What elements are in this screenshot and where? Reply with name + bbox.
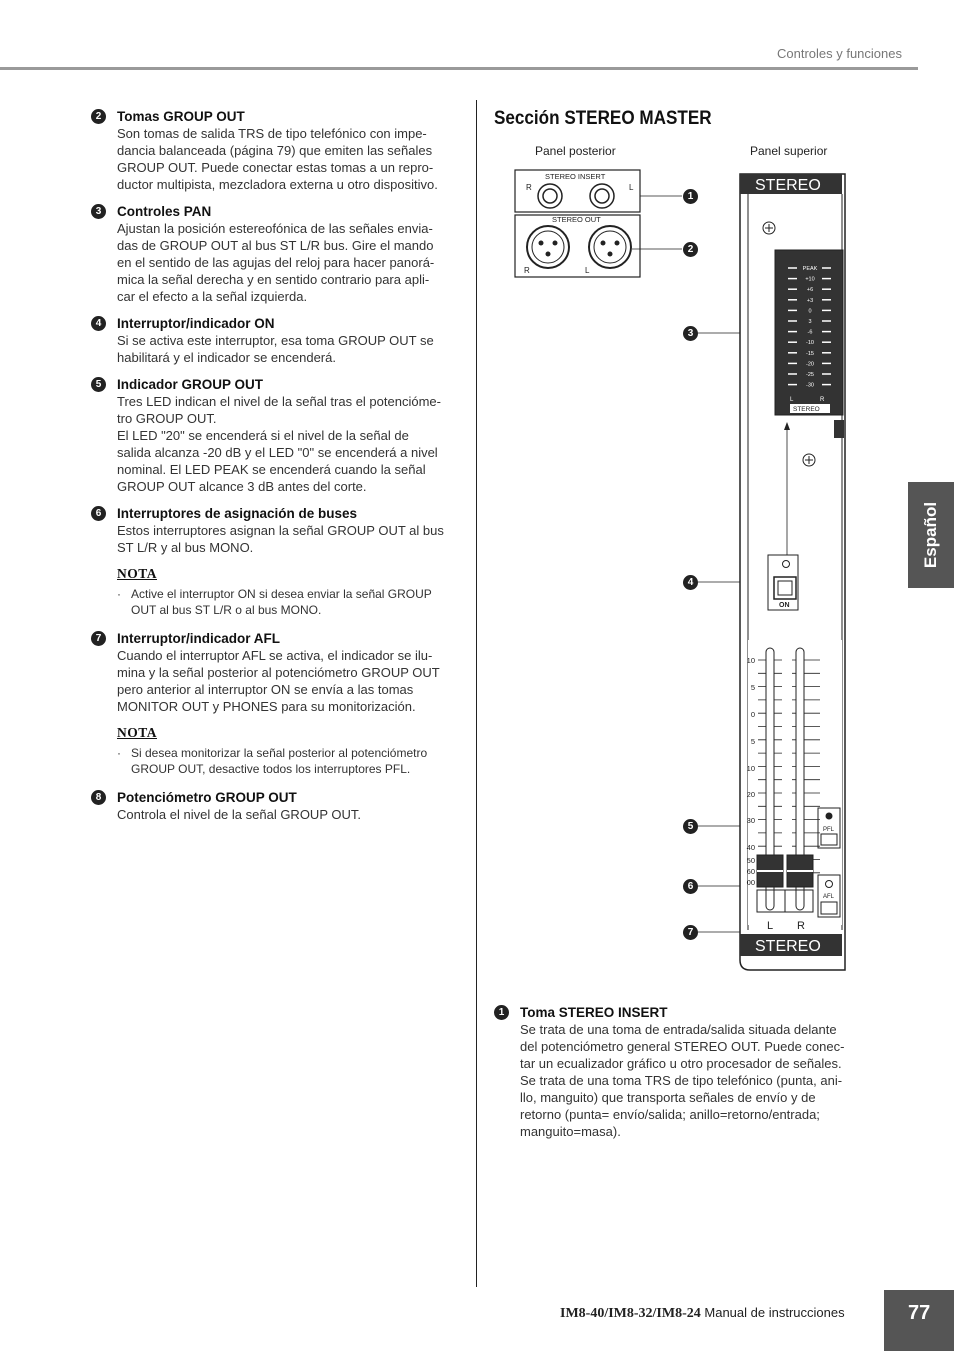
meter-name: STEREO <box>793 406 820 413</box>
item-title: Indicador GROUP OUT <box>117 377 264 392</box>
body-line: Se trata de una toma TRS de tipo telefónico (punta, ani- <box>520 1073 843 1088</box>
body-line: El LED "20" se encenderá si el nivel de la señal de <box>117 428 409 443</box>
meter-label: -15 <box>806 350 814 357</box>
strip-title-top: STEREO <box>755 177 821 194</box>
meter-label: +6 <box>806 287 814 294</box>
body-line: ST L/R y al bus MONO. <box>117 540 254 555</box>
item-number: 5 <box>91 377 106 392</box>
item-title: Toma STEREO INSERT <box>520 1005 668 1020</box>
body-line: mica la señal derecha y en sentido contrario para apli- <box>117 272 430 287</box>
body-line: Son tomas de salida TRS de tipo telefónico con impe- <box>117 126 427 141</box>
note-line: GROUP OUT, desactive todos los interruptores PFL. <box>131 762 411 776</box>
body-line: das de GROUP OUT al bus ST L/R bus. Gire el mando <box>117 238 434 253</box>
body-line: llo, manguito) que transporta señales de envío y de <box>520 1090 816 1105</box>
running-header: Controles y funciones <box>776 46 902 61</box>
fader-l-label: L <box>767 920 774 932</box>
fader-scale-label: 00 <box>746 878 755 887</box>
body-line: nominal. El LED PEAK se encenderá cuando la señal <box>117 462 426 477</box>
item-title: Interruptor/indicador ON <box>117 316 275 331</box>
callout-5: 5 <box>683 819 698 834</box>
fader-scale-label: 10 <box>746 764 755 773</box>
on-indicator <box>783 561 790 568</box>
body-line: GROUP OUT. Puede conectar estas tomas a un repro- <box>117 160 434 175</box>
callout-2: 2 <box>683 242 698 257</box>
model-name: IM8-40/IM8-32/IM8-24 <box>560 1306 701 1321</box>
meter-label: 3 <box>808 319 812 325</box>
page-number-box <box>884 1290 954 1351</box>
item-number: 2 <box>91 109 106 124</box>
afl-label: AFL <box>823 894 835 900</box>
body-line: ductor multipista, mezcladora externa u otro dispositivo. <box>117 177 438 192</box>
callout-3: 3 <box>683 326 698 341</box>
insert-r-label: R <box>526 183 532 192</box>
item-number: 8 <box>91 790 106 805</box>
body-line: mina y la señal posterior al potenciómetro GROUP OUT <box>117 665 440 680</box>
rear-out-panel <box>515 215 640 277</box>
body-line: GROUP OUT alcance 3 dB antes del corte. <box>117 479 367 494</box>
item-title: Interruptor/indicador AFL <box>117 631 280 646</box>
pfl-label: PFL <box>823 827 835 833</box>
fader-scale-label: 0 <box>750 710 755 719</box>
note-line: Si desea monitorizar la señal posterior al potenciómetro <box>131 746 428 760</box>
caption-top-panel: Panel superior <box>750 144 828 158</box>
item-number: 6 <box>91 506 106 521</box>
afl-switch <box>821 902 837 914</box>
item-number: 4 <box>91 316 106 331</box>
meter-label: 0 <box>808 308 812 315</box>
meter-r: R <box>820 397 825 403</box>
note-heading: NOTA <box>117 566 158 581</box>
page-number: 77 <box>908 1302 931 1324</box>
note-bullet: · <box>117 746 121 760</box>
meter-label: PEAK <box>802 266 818 272</box>
body-line: Tres LED indican el nivel de la señal tras el potencióme- <box>117 394 441 409</box>
fader-scale-label: 30 <box>746 816 755 825</box>
meter-label: -25 <box>806 372 814 378</box>
insert-l-label: L <box>629 183 634 192</box>
insert-jack-r <box>538 184 562 208</box>
fader-scale-label: 60 <box>746 867 755 876</box>
rear-out-label: STEREO OUT <box>552 215 601 224</box>
callout-4: 4 <box>683 575 698 590</box>
body-line: manguito=masa). <box>520 1124 621 1139</box>
fader-scale-label: 20 <box>746 790 755 799</box>
fader-r-label: R <box>797 920 805 932</box>
language-tab-label: Español <box>921 501 940 569</box>
section-title: Sección STEREO MASTER <box>494 108 712 129</box>
item-number: 1 <box>494 1005 509 1020</box>
callout-1: 1 <box>683 189 698 204</box>
body-line: habilitará y el indicador se encenderá. <box>117 350 336 365</box>
item-body <box>520 1021 892 1140</box>
body-line: pero anterior al interruptor ON se envía a las tomas <box>117 682 414 697</box>
footer <box>560 1305 845 1322</box>
body-line: en el sentido de las agujas del reloj para hacer panorá- <box>117 255 435 270</box>
out-l-label: L <box>585 266 590 275</box>
meter-label: +10 <box>805 276 815 283</box>
note-line: OUT al bus ST L/R o al bus MONO. <box>131 603 322 617</box>
stereo-strip <box>740 174 845 970</box>
meter-label: -6 <box>807 329 813 336</box>
body-line: Si se activa este interruptor, esa toma GROUP OUT se <box>117 333 434 348</box>
meter-label: +3 <box>806 297 814 304</box>
manual-title: Manual de instrucciones <box>704 1305 845 1320</box>
meter-l: L <box>790 397 794 403</box>
body-line: car el efecto a la señal izquierda. <box>117 289 308 304</box>
body-line: Estos interruptores asignan la señal GROUP OUT al bus <box>117 523 444 538</box>
note-bullet: · <box>117 587 121 601</box>
item-title: Potenciómetro GROUP OUT <box>117 790 297 805</box>
body-line: MONITOR OUT y PHONES para su monitorización. <box>117 699 416 714</box>
fader-scale-label: 5 <box>750 683 755 692</box>
note-heading: NOTA <box>117 725 158 740</box>
body-line: Controla el nivel de la señal GROUP OUT. <box>117 807 361 822</box>
body-line: salida alcanza -20 dB y el LED "0" se encenderá a nivel <box>117 445 438 460</box>
meter-label: -20 <box>806 361 814 368</box>
item-title: Controles PAN <box>117 204 212 219</box>
strip-title-bottom: STEREO <box>755 938 821 955</box>
pfl-indicator <box>826 813 833 820</box>
body-line: Cuando el interruptor AFL se activa, el indicador se ilu- <box>117 648 433 663</box>
fader-scale-label: 40 <box>746 843 755 852</box>
out-r-label: R <box>524 266 530 275</box>
body-line: tar un ecualizador gráfico u otro procesador de señales. <box>520 1056 842 1071</box>
insert-jack-l <box>590 184 614 208</box>
item-title: Interruptores de asignación de buses <box>117 506 358 521</box>
body-line: del potenciómetro general STEREO OUT. Puede conec- <box>520 1039 845 1054</box>
item-stereo-insert <box>494 1004 892 1140</box>
pfl-switch <box>821 834 837 845</box>
caption-rear-panel: Panel posterior <box>535 144 616 158</box>
body-line: tro GROUP OUT. <box>117 411 217 426</box>
on-switch <box>774 577 796 599</box>
body-line: retorno (punta= envío/salida; anillo=retorno/entrada; <box>520 1107 820 1122</box>
item-number: 3 <box>91 204 106 219</box>
fader-scale-label: 50 <box>746 856 755 865</box>
item-number: 7 <box>91 631 106 646</box>
xlr-out-r <box>527 226 569 268</box>
rear-insert-panel <box>515 170 640 212</box>
on-label: ON <box>779 602 790 609</box>
afl-indicator <box>826 881 833 888</box>
callout-7: 7 <box>683 925 698 940</box>
meter-label: -10 <box>806 340 814 347</box>
body-line: dancia balanceada (página 79) que emiten las señales <box>117 143 433 158</box>
rear-insert-label: STEREO INSERT <box>545 172 606 181</box>
fader-scale-label: 5 <box>750 737 755 746</box>
body-line: Ajustan la posición estereofónica de las señales envia- <box>117 221 433 236</box>
meter-label: -30 <box>806 382 814 389</box>
item-title: Tomas GROUP OUT <box>117 109 245 124</box>
note-line: Active el interruptor ON si desea enviar la señal GROUP <box>131 587 432 601</box>
callout-6: 6 <box>683 879 698 894</box>
language-tab <box>908 482 954 588</box>
fader-scale-label: 10 <box>746 656 755 665</box>
body-line: Se trata de una toma de entrada/salida situada delante <box>520 1022 837 1037</box>
xlr-out-l <box>589 226 631 268</box>
